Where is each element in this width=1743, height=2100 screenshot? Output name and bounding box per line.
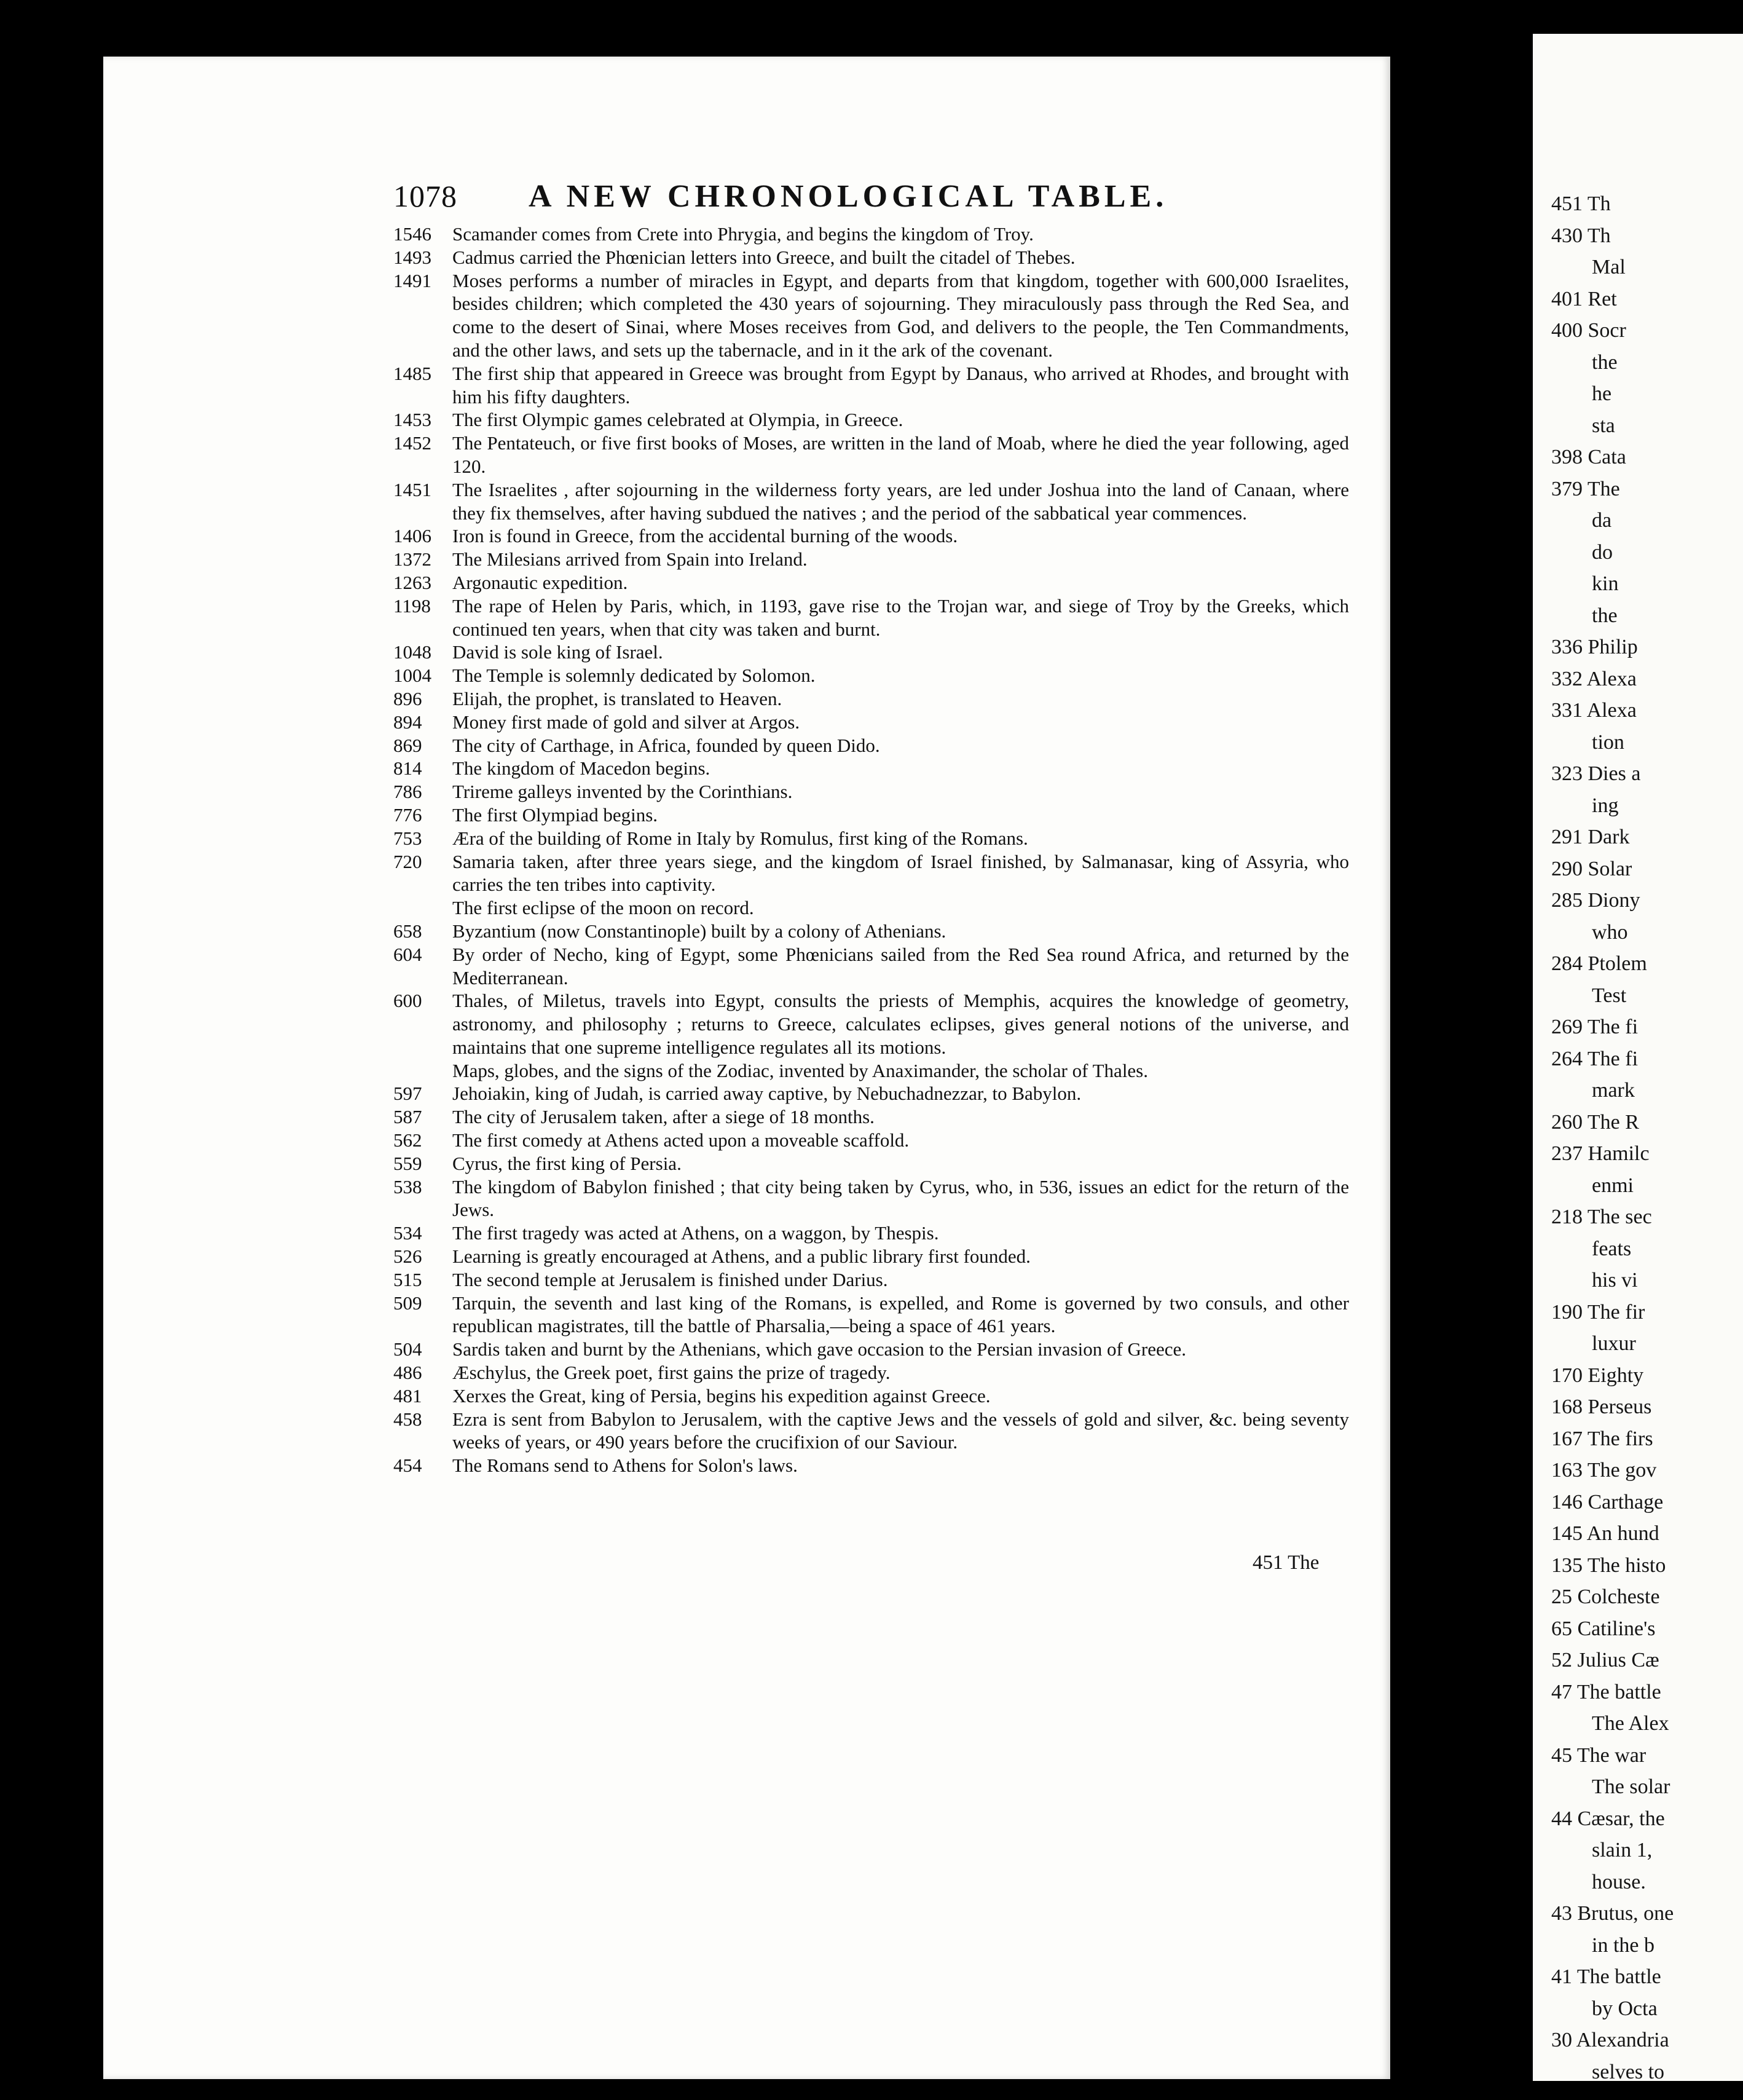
facing-page-line: selves to: [1592, 2060, 1665, 2081]
chronology-entry: [393, 734, 1349, 757]
chronology-entry: [393, 920, 1349, 943]
chronology-entry: [393, 548, 1349, 571]
entry-text: The Romans send to Athens for Solon's laws.: [452, 1455, 798, 1477]
chronology-entry: [393, 1268, 1349, 1292]
catchword: 451 The: [1253, 1552, 1320, 1574]
entry-text: The first Olympiad begins.: [452, 803, 658, 826]
entry-text: The kingdom of Macedon begins.: [452, 757, 710, 780]
entry-year: 1485: [393, 362, 431, 384]
chronology-entry: [393, 571, 1349, 594]
entry-year: 486: [393, 1362, 422, 1384]
entry-text: Cyrus, the first king of Persia.: [452, 1152, 682, 1174]
entry-text: The first Olympic games celebrated at Olympia, in Greece.: [452, 409, 903, 431]
chronology-entry: [393, 246, 1349, 269]
chronology-entry: [393, 896, 1349, 920]
facing-page-line: do: [1592, 540, 1613, 564]
facing-page-line: 218 The sec: [1551, 1206, 1652, 1228]
facing-page-line: his vi: [1592, 1269, 1638, 1292]
entry-year: 509: [393, 1292, 422, 1314]
facing-page-line: 43 Brutus, one: [1551, 1902, 1674, 1925]
entry-text: The city of Carthage, in Africa, founded by queen Dido.: [452, 734, 880, 756]
entry-text: The kingdom of Babylon finished ; that city being taken by Cyrus, who, in 536, issues an edict for the return of the Jews.: [452, 1175, 1349, 1221]
facing-page-line: house.: [1592, 1870, 1646, 1893]
chronology-entry: [393, 1454, 1349, 1477]
entry-year: 597: [393, 1083, 422, 1105]
page-number: 1078: [393, 179, 457, 213]
entry-text: Maps, globes, and the signs of the Zodiac, invented by Anaximander, the scholar of Thales.: [452, 1059, 1148, 1081]
chronology-entry: [393, 1152, 1349, 1175]
entry-year: 869: [393, 734, 422, 756]
facing-page-line: tion: [1592, 730, 1624, 754]
page-title: A NEW CHRONOLOGICAL TABLE.: [529, 179, 1168, 214]
chronology-entry: [393, 594, 1349, 641]
entry-year: 481: [393, 1384, 422, 1407]
facing-page-line: 430 Th: [1551, 224, 1611, 247]
entry-text: By order of Necho, king of Egypt, some Phœnicians sailed from the Red Sea round Africa, and returned by the Mediterranean.: [452, 943, 1349, 989]
chronology-entry: [393, 757, 1349, 780]
entry-text: Argonautic expedition.: [452, 571, 628, 593]
entry-text: Moses performs a number of miracles in Egypt, and departs from that kingdom, together with 600,000 Israelites, besides children; which completed the 430 years of sojourning. They miraculously pass through the Red Sea, and come to the desert of Sinai, where Moses receives from God, and delivers to the people, the Ten Commandments, and the other laws, and sets up the tabernacle, and in it the ark of the covenant.: [452, 269, 1349, 361]
entry-year: 814: [393, 757, 422, 780]
chronology-entry: [393, 803, 1349, 827]
facing-page-line: 401 Ret: [1551, 287, 1617, 310]
chronology-entry: [393, 687, 1349, 711]
entry-year: 526: [393, 1245, 422, 1268]
facing-page-line: 25 Colcheste: [1551, 1585, 1660, 1608]
chronology-entry: [393, 1059, 1349, 1083]
facing-page: [1533, 34, 1743, 2081]
facing-page-line: 400 Socr: [1551, 319, 1626, 342]
entry-text: Xerxes the Great, king of Persia, begins his expedition against Greece.: [452, 1384, 991, 1407]
entry-year: 1451: [393, 478, 431, 500]
entry-text: The rape of Helen by Paris, which, in 1193, gave rise to the Trojan war, and siege of Troy by the Greeks, which continued ten years, when that city was taken and burnt.: [452, 594, 1349, 640]
facing-page-line: in the b: [1592, 1933, 1654, 1957]
entry-text: The first comedy at Athens acted upon a moveable scaffold.: [452, 1129, 910, 1151]
facing-page-line: feats: [1592, 1237, 1632, 1260]
entry-year: 1406: [393, 525, 431, 547]
entry-year: 720: [393, 850, 422, 872]
entry-year: 515: [393, 1268, 422, 1290]
page-header: [393, 178, 1291, 221]
entry-text: The city of Jerusalem taken, after a siege of 18 months.: [452, 1106, 875, 1128]
entry-year: 562: [393, 1129, 422, 1151]
entry-year: 587: [393, 1106, 422, 1128]
chronology-entry: [393, 223, 1349, 246]
entry-text: David is sole king of Israel.: [452, 641, 663, 663]
entry-year: 604: [393, 943, 422, 965]
entry-year: 1493: [393, 246, 431, 268]
chronology-entry: [393, 1129, 1349, 1152]
facing-page-line: 331 Alexa: [1551, 699, 1637, 722]
entry-year: 454: [393, 1455, 422, 1477]
entry-year: 894: [393, 711, 422, 733]
facing-page-line: 237 Hamilc: [1551, 1142, 1650, 1165]
entry-text: The Milesians arrived from Spain into Ireland.: [452, 548, 808, 570]
entry-year: 1198: [393, 594, 431, 617]
entry-text: Learning is greatly encouraged at Athens, and a public library first founded.: [452, 1245, 1031, 1268]
facing-page-line: 284 Ptolem: [1551, 952, 1647, 975]
facing-page-line: 170 Eighty: [1551, 1364, 1644, 1387]
chronology-entry: [393, 1105, 1349, 1129]
entry-year: 1004: [393, 665, 431, 687]
entry-text: Æschylus, the Greek poet, first gains the prize of tragedy.: [452, 1362, 891, 1384]
entry-text: Iron is found in Greece, from the accidental burning of the woods.: [452, 525, 958, 547]
facing-page-line: enmi: [1592, 1174, 1634, 1197]
facing-page-line: Mal: [1592, 256, 1626, 278]
entry-text: The Pentateuch, or five first books of Moses, are written in the land of Moab, where he died the year following, aged 120.: [452, 432, 1349, 477]
chronology-entry: [393, 1292, 1349, 1338]
entry-text: Æra of the building of Rome in Italy by Romulus, first king of the Romans.: [452, 827, 1028, 849]
entry-text: Jehoiakin, king of Judah, is carried away captive, by Nebuchadnezzar, to Babylon.: [452, 1083, 1082, 1105]
chronology-entry: [393, 1175, 1349, 1222]
entry-year: 1452: [393, 432, 431, 454]
entry-text: The first eclipse of the moon on record.: [452, 897, 754, 919]
facing-page-line: 285 Diony: [1551, 889, 1640, 912]
facing-page-line: 52 Julius Cæ: [1551, 1649, 1659, 1672]
facing-page-line: 269 The fi: [1551, 1016, 1639, 1038]
facing-page-line: who: [1592, 920, 1628, 944]
entry-year: 538: [393, 1175, 422, 1198]
facing-page-line: 44 Cæsar, the: [1551, 1807, 1665, 1830]
chronology-entries: [393, 223, 1349, 1477]
entry-text: Cadmus carried the Phœnician letters into Greece, and built the citadel of Thebes.: [452, 246, 1076, 268]
entry-text: The second temple at Jerusalem is finished under Darius.: [452, 1268, 888, 1290]
facing-page-line: 146 Carthage: [1551, 1490, 1664, 1514]
entry-text: Ezra is sent from Babylon to Jerusalem, with the captive Jews and the vessels of gold and silver, &c. being seventy weeks of years, or 490 years before the crucifixion of our Saviour.: [452, 1408, 1349, 1453]
facing-page-line: 30 Alexandria: [1551, 2029, 1669, 2051]
chronology-entry: [393, 362, 1349, 409]
chronology-entry: [393, 478, 1349, 525]
facing-page-line: 398 Cata: [1551, 446, 1626, 468]
facing-page-line: luxur: [1592, 1332, 1636, 1355]
facing-page-line: sta: [1592, 414, 1615, 437]
entry-text: Byzantium (now Constantinople) built by a colony of Athenians.: [452, 920, 946, 942]
entry-text: Thales, of Miletus, travels into Egypt, consults the priests of Memphis, acquires the knowledge of geometry, astronomy, and philosophy ; returns to Greece, calculates eclipses, gives general notions of the universe, and maintains that one supreme intelligence regulates all its motions.: [452, 990, 1349, 1058]
chronology-entry: [393, 432, 1349, 478]
chronology-entry: [393, 1361, 1349, 1384]
facing-page-line: 45 The war: [1551, 1743, 1647, 1767]
facing-page-line: 336 Philip: [1551, 636, 1638, 658]
facing-page-line: 65 Catiline's: [1551, 1617, 1656, 1640]
chronology-entry: [393, 1384, 1349, 1408]
chronology-entry: [393, 1338, 1349, 1361]
facing-page-line: 167 The firs: [1551, 1427, 1653, 1450]
entry-text: The Temple is solemnly dedicated by Solomon.: [452, 665, 816, 687]
chronology-entry: [393, 780, 1349, 803]
chronology-entry: [393, 664, 1349, 687]
entry-year: 534: [393, 1222, 422, 1244]
chronology-entry: [393, 943, 1349, 990]
facing-page-line: the: [1592, 350, 1618, 374]
facing-page-line: kin: [1592, 572, 1619, 595]
entry-year: 1372: [393, 548, 431, 570]
entry-text: Trireme galleys invented by the Corinthians.: [452, 781, 793, 803]
entry-year: 559: [393, 1152, 422, 1174]
facing-page-line: slain 1,: [1592, 1839, 1653, 1861]
chronology-entry: [393, 827, 1349, 850]
facing-page-line: 260 The R: [1551, 1110, 1639, 1134]
facing-page-line: Test: [1592, 984, 1627, 1007]
entry-text: Tarquin, the seventh and last king of the Romans, is expelled, and Rome is governed by two consuls, and other republican magistrates, till the battle of Pharsalia,—being a space of 461 years.: [452, 1292, 1349, 1337]
chronology-entry: [393, 1245, 1349, 1268]
facing-page-line: 190 The fir: [1551, 1300, 1645, 1324]
chronology-entry: [393, 408, 1349, 432]
entry-text: Samaria taken, after three years siege, and the kingdom of Israel finished, by Salmanasar, king of Assyria, who carries the ten tribes into captivity.: [452, 850, 1349, 896]
facing-page-line: da: [1592, 509, 1612, 532]
facing-page-line: he: [1592, 382, 1612, 405]
facing-page-line: The solar: [1592, 1775, 1670, 1798]
entry-year: 786: [393, 781, 422, 803]
entry-year: 600: [393, 990, 422, 1012]
entry-year: 1491: [393, 269, 431, 291]
chronology-entry: [393, 989, 1349, 1059]
entry-year: 458: [393, 1408, 422, 1430]
entry-text: The first ship that appeared in Greece was brought from Egypt by Danaus, who arrived at Rhodes, and brought with him his fifty daughters.: [452, 362, 1349, 408]
facing-page-line: 264 The fi: [1551, 1047, 1639, 1070]
entry-year: 896: [393, 687, 422, 709]
entry-text: The Israelites , after sojourning in the wilderness forty years, are led under Joshua into the land of Canaan, where they fix themselves, after having subdued the natives ; and the period of the sabbatical year commences.: [452, 478, 1349, 524]
facing-page-line: 163 The gov: [1551, 1459, 1657, 1482]
facing-page-line: 135 The histo: [1551, 1553, 1666, 1577]
facing-page-line: ing: [1592, 794, 1619, 817]
chronology-entry: [393, 1408, 1349, 1455]
entry-text: Sardis taken and burnt by the Athenians, which gave occasion to the Persian invasion of Greece.: [452, 1338, 1187, 1360]
facing-page-line: 47 The battle: [1551, 1680, 1661, 1703]
facing-page-line: by Octa: [1592, 1997, 1658, 2020]
facing-page-line: mark: [1592, 1079, 1635, 1102]
entry-text: Scamander comes from Crete into Phrygia, and begins the kingdom of Troy.: [452, 223, 1034, 245]
facing-page-line: The Alex: [1592, 1712, 1669, 1735]
facing-page-line: 168 Perseus: [1551, 1395, 1652, 1418]
chronology-entry: [393, 711, 1349, 734]
chronology-entry: [393, 524, 1349, 548]
entry-year: 658: [393, 920, 422, 942]
entry-year: 1453: [393, 409, 431, 431]
entry-year: 504: [393, 1338, 422, 1360]
entry-year: 753: [393, 827, 422, 849]
entry-year: 1546: [393, 223, 431, 245]
facing-page-line: 451 Th: [1551, 192, 1611, 215]
facing-page-line: the: [1592, 604, 1618, 627]
entry-text: Elijah, the prophet, is translated to Heaven.: [452, 687, 782, 709]
entry-text: Money first made of gold and silver at Argos.: [452, 711, 800, 733]
chronology-entry: [393, 850, 1349, 897]
entry-year: 776: [393, 803, 422, 826]
facing-page-line: 379 The: [1551, 477, 1620, 500]
chronology-entry: [393, 1082, 1349, 1105]
entry-year: 1048: [393, 641, 431, 663]
facing-page-line: 290 Solar: [1551, 857, 1632, 880]
entry-year: 1263: [393, 571, 431, 593]
chronology-entry: [393, 641, 1349, 664]
chronology-entry: [393, 1222, 1349, 1245]
facing-page-line: 41 The battle: [1551, 1965, 1661, 1988]
chronology-entry: [393, 269, 1349, 362]
facing-page-line: 323 Dies a: [1551, 762, 1641, 785]
entry-text: The first tragedy was acted at Athens, on a waggon, by Thespis.: [452, 1222, 939, 1244]
facing-page-line: 145 An hund: [1551, 1522, 1659, 1545]
facing-page-line: 291 Dark: [1551, 826, 1630, 848]
facing-page-line: 332 Alexa: [1551, 667, 1637, 690]
